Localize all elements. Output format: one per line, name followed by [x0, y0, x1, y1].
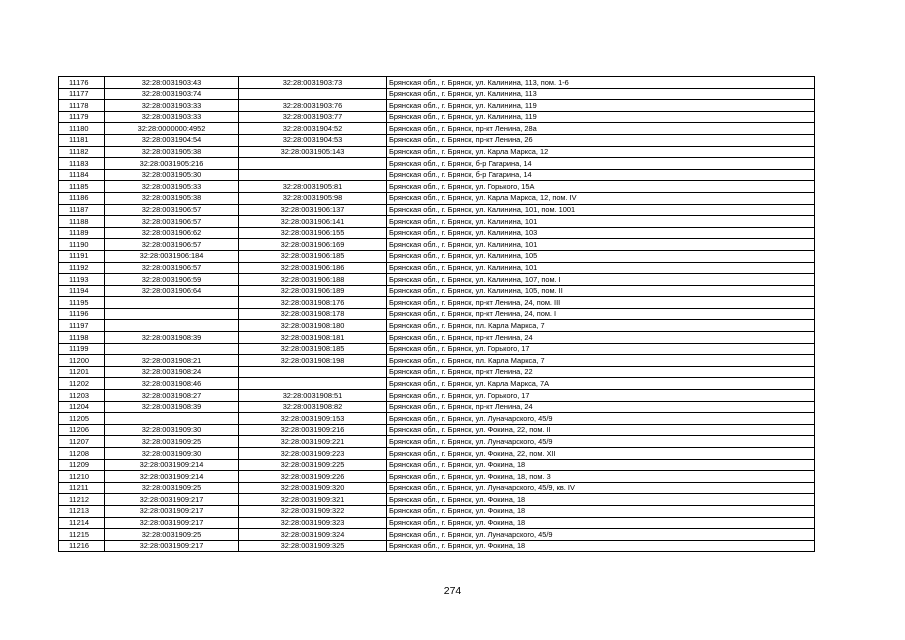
address-cell: Брянская обл., г. Брянск, ул. Калинина, 101: [387, 262, 815, 274]
row-number-cell: 11207: [59, 436, 105, 448]
table-row: [59, 436, 815, 448]
cadastral-number-cell: 32:28:0031906:57: [105, 204, 239, 216]
cadastral-number-cell: 32:28:0031909:217: [105, 517, 239, 529]
cadastral-number-cell: 32:28:0031909:217: [105, 505, 239, 517]
row-number-cell: 11203: [59, 390, 105, 402]
row-number-cell: 11184: [59, 169, 105, 181]
cadastral-number-cell: 32:28:0031905:216: [105, 158, 239, 170]
related-cadastral-number-cell: 32:28:0031909:226: [239, 471, 387, 483]
row-number-cell: 11205: [59, 413, 105, 425]
cadastral-number-cell: 32:28:0031906:184: [105, 250, 239, 262]
related-cadastral-number-cell: 32:28:0031909:321: [239, 494, 387, 506]
table-row: [59, 88, 815, 100]
row-number-cell: 11210: [59, 471, 105, 483]
address-cell: Брянская обл., г. Брянск, б-р Гагарина, 14: [387, 158, 815, 170]
table-row: [59, 77, 815, 89]
table-row: [59, 482, 815, 494]
related-cadastral-number-cell: 32:28:0031905:98: [239, 192, 387, 204]
address-cell: Брянская обл., г. Брянск, ул. Фокина, 22, пом. II: [387, 424, 815, 436]
address-cell: Брянская обл., г. Брянск, пр-кт Ленина, 24, пом. III: [387, 297, 815, 309]
row-number-cell: 11196: [59, 308, 105, 320]
cadastral-number-cell: 32:28:0031903:74: [105, 88, 239, 100]
table-row: [59, 413, 815, 425]
address-cell: Брянская обл., г. Брянск, ул. Горького, 15А: [387, 181, 815, 193]
address-cell: Брянская обл., г. Брянск, пр-кт Ленина, 24: [387, 401, 815, 413]
address-cell: Брянская обл., г. Брянск, ул. Карла Маркса, 12, пом. IV: [387, 192, 815, 204]
cadastral-number-cell: 32:28:0031909:214: [105, 459, 239, 471]
address-cell: Брянская обл., г. Брянск, ул. Калинина, 113, пом. 1-6: [387, 77, 815, 89]
cadastral-number-cell: 32:28:0031909:214: [105, 471, 239, 483]
row-number-cell: 11192: [59, 262, 105, 274]
table-row: [59, 227, 815, 239]
row-number-cell: 11180: [59, 123, 105, 135]
cadastral-number-cell: 32:28:0031905:38: [105, 146, 239, 158]
cadastral-number-cell: 32:28:0031908:39: [105, 401, 239, 413]
row-number-cell: 11185: [59, 181, 105, 193]
table-row: [59, 192, 815, 204]
row-number-cell: 11213: [59, 505, 105, 517]
row-number-cell: 11216: [59, 540, 105, 552]
related-cadastral-number-cell: 32:28:0031906:188: [239, 274, 387, 286]
cadastral-number-cell: 32:28:0031906:57: [105, 262, 239, 274]
cadastral-number-cell: 32:28:0031903:43: [105, 77, 239, 89]
row-number-cell: 11199: [59, 343, 105, 355]
related-cadastral-number-cell: 32:28:0031909:221: [239, 436, 387, 448]
cadastral-number-cell: 32:28:0031906:62: [105, 227, 239, 239]
cadastral-number-cell: [105, 297, 239, 309]
table-row: [59, 134, 815, 146]
related-cadastral-number-cell: 32:28:0031909:216: [239, 424, 387, 436]
row-number-cell: 11206: [59, 424, 105, 436]
related-cadastral-number-cell: 32:28:0031909:322: [239, 505, 387, 517]
related-cadastral-number-cell: 32:28:0031908:180: [239, 320, 387, 332]
cadastral-number-cell: [105, 413, 239, 425]
cadastral-number-cell: 32:28:0031906:57: [105, 216, 239, 228]
related-cadastral-number-cell: 32:28:0031903:77: [239, 111, 387, 123]
related-cadastral-number-cell: 32:28:0031909:320: [239, 482, 387, 494]
cadastral-number-cell: 32:28:0031906:59: [105, 274, 239, 286]
row-number-cell: 11189: [59, 227, 105, 239]
table-row: [59, 204, 815, 216]
address-cell: Брянская обл., г. Брянск, ул. Калинина, 101: [387, 216, 815, 228]
address-cell: Брянская обл., г. Брянск, пл. Карла Маркса, 7: [387, 355, 815, 367]
address-cell: Брянская обл., г. Брянск, пр-кт Ленина, 28а: [387, 123, 815, 135]
row-number-cell: 11193: [59, 274, 105, 286]
table-row: [59, 274, 815, 286]
table-row: [59, 459, 815, 471]
table-row: [59, 401, 815, 413]
cadastral-number-cell: 32:28:0031909:25: [105, 482, 239, 494]
row-number-cell: 11209: [59, 459, 105, 471]
address-cell: Брянская обл., г. Брянск, пр-кт Ленина, 24, пом. I: [387, 308, 815, 320]
cadastral-number-cell: 32:28:0031905:33: [105, 181, 239, 193]
row-number-cell: 11201: [59, 366, 105, 378]
table-row: [59, 355, 815, 367]
address-cell: Брянская обл., г. Брянск, ул. Калинина, 101: [387, 239, 815, 251]
row-number-cell: 11195: [59, 297, 105, 309]
related-cadastral-number-cell: 32:28:0031908:198: [239, 355, 387, 367]
table-row: [59, 308, 815, 320]
table-row: [59, 297, 815, 309]
related-cadastral-number-cell: 32:28:0031908:181: [239, 332, 387, 344]
table-row: [59, 262, 815, 274]
related-cadastral-number-cell: 32:28:0031906:137: [239, 204, 387, 216]
related-cadastral-number-cell: 32:28:0031905:143: [239, 146, 387, 158]
related-cadastral-number-cell: [239, 169, 387, 181]
cadastral-number-cell: 32:28:0031903:33: [105, 111, 239, 123]
cadastral-number-cell: 32:28:0031904:54: [105, 134, 239, 146]
table-row: [59, 505, 815, 517]
address-cell: Брянская обл., г. Брянск, ул. Калинина, 119: [387, 111, 815, 123]
table-row: [59, 250, 815, 262]
related-cadastral-number-cell: [239, 158, 387, 170]
related-cadastral-number-cell: 32:28:0031908:82: [239, 401, 387, 413]
cadastral-number-cell: 32:28:0031908:21: [105, 355, 239, 367]
row-number-cell: 11200: [59, 355, 105, 367]
address-cell: Брянская обл., г. Брянск, пл. Карла Маркса, 7: [387, 320, 815, 332]
table-row: [59, 216, 815, 228]
related-cadastral-number-cell: 32:28:0031908:185: [239, 343, 387, 355]
related-cadastral-number-cell: 32:28:0031906:186: [239, 262, 387, 274]
address-cell: Брянская обл., г. Брянск, б-р Гагарина, 14: [387, 169, 815, 181]
row-number-cell: 11176: [59, 77, 105, 89]
table-row: [59, 378, 815, 390]
related-cadastral-number-cell: 32:28:0031906:155: [239, 227, 387, 239]
table-row: [59, 169, 815, 181]
address-cell: Брянская обл., г. Брянск, ул. Горького, 17: [387, 390, 815, 402]
cadastral-number-cell: 32:28:0031908:39: [105, 332, 239, 344]
row-number-cell: 11212: [59, 494, 105, 506]
table-row: [59, 181, 815, 193]
page-number: 274: [443, 585, 462, 597]
row-number-cell: 11190: [59, 239, 105, 251]
related-cadastral-number-cell: 32:28:0031906:185: [239, 250, 387, 262]
address-cell: Брянская обл., г. Брянск, пр-кт Ленина, 24: [387, 332, 815, 344]
address-cell: Брянская обл., г. Брянск, ул. Калинина, 105: [387, 250, 815, 262]
cadastral-number-cell: 32:28:0031909:30: [105, 448, 239, 460]
table-row: [59, 471, 815, 483]
cadastral-number-cell: 32:28:0031906:57: [105, 239, 239, 251]
related-cadastral-number-cell: 32:28:0031908:51: [239, 390, 387, 402]
address-cell: Брянская обл., г. Брянск, ул. Калинина, 101, пом. 1001: [387, 204, 815, 216]
address-cell: Брянская обл., г. Брянск, ул. Калинина, 103: [387, 227, 815, 239]
table-row: [59, 158, 815, 170]
row-number-cell: 11202: [59, 378, 105, 390]
related-cadastral-number-cell: [239, 366, 387, 378]
table-row: [59, 111, 815, 123]
address-cell: Брянская обл., г. Брянск, ул. Луначарского, 45/9: [387, 413, 815, 425]
row-number-cell: 11177: [59, 88, 105, 100]
row-number-cell: 11215: [59, 529, 105, 541]
cadastral-number-cell: 32:28:0031909:25: [105, 529, 239, 541]
row-number-cell: 11178: [59, 100, 105, 112]
related-cadastral-number-cell: 32:28:0031904:52: [239, 123, 387, 135]
address-cell: Брянская обл., г. Брянск, ул. Карла Маркса, 7А: [387, 378, 815, 390]
row-number-cell: 11194: [59, 285, 105, 297]
row-number-cell: 11187: [59, 204, 105, 216]
address-cell: Брянская обл., г. Брянск, ул. Карла Маркса, 12: [387, 146, 815, 158]
related-cadastral-number-cell: [239, 378, 387, 390]
table-row: [59, 390, 815, 402]
cadastral-number-cell: [105, 308, 239, 320]
table-row: [59, 540, 815, 552]
related-cadastral-number-cell: 32:28:0031906:189: [239, 285, 387, 297]
row-number-cell: 11182: [59, 146, 105, 158]
table-row: [59, 424, 815, 436]
related-cadastral-number-cell: [239, 88, 387, 100]
table-row: [59, 343, 815, 355]
related-cadastral-number-cell: 32:28:0031909:225: [239, 459, 387, 471]
cadastral-number-cell: 32:28:0031909:217: [105, 494, 239, 506]
cadastral-number-cell: 32:28:0031909:217: [105, 540, 239, 552]
table-row: [59, 123, 815, 135]
table-row: [59, 529, 815, 541]
address-cell: Брянская обл., г. Брянск, ул. Калинина, 105, пом. II: [387, 285, 815, 297]
table-row: [59, 100, 815, 112]
related-cadastral-number-cell: 32:28:0031906:141: [239, 216, 387, 228]
address-cell: Брянская обл., г. Брянск, ул. Фокина, 18: [387, 459, 815, 471]
row-number-cell: 11186: [59, 192, 105, 204]
table-row: [59, 320, 815, 332]
cadastral-number-cell: 32:28:0031905:38: [105, 192, 239, 204]
table-row: [59, 285, 815, 297]
row-number-cell: 11191: [59, 250, 105, 262]
cadastral-number-cell: [105, 343, 239, 355]
address-cell: Брянская обл., г. Брянск, ул. Фокина, 18: [387, 517, 815, 529]
related-cadastral-number-cell: 32:28:0031909:223: [239, 448, 387, 460]
row-number-cell: 11188: [59, 216, 105, 228]
related-cadastral-number-cell: 32:28:0031908:176: [239, 297, 387, 309]
address-cell: Брянская обл., г. Брянск, ул. Фокина, 18: [387, 494, 815, 506]
row-number-cell: 11211: [59, 482, 105, 494]
address-cell: Брянская обл., г. Брянск, ул. Горького, 17: [387, 343, 815, 355]
address-cell: Брянская обл., г. Брянск, ул. Фокина, 22, пом. XII: [387, 448, 815, 460]
address-cell: Брянская обл., г. Брянск, ул. Луначарского, 45/9: [387, 436, 815, 448]
address-cell: Брянская обл., г. Брянск, пр-кт Ленина, 22: [387, 366, 815, 378]
address-cell: Брянская обл., г. Брянск, ул. Луначарского, 45/9, кв. IV: [387, 482, 815, 494]
row-number-cell: 11181: [59, 134, 105, 146]
table-row: [59, 332, 815, 344]
related-cadastral-number-cell: 32:28:0031905:81: [239, 181, 387, 193]
table-row: [59, 448, 815, 460]
cadastral-number-cell: 32:28:0031903:33: [105, 100, 239, 112]
table-row: [59, 517, 815, 529]
row-number-cell: 11208: [59, 448, 105, 460]
cadastral-number-cell: 32:28:0031908:46: [105, 378, 239, 390]
address-cell: Брянская обл., г. Брянск, ул. Луначарского, 45/9: [387, 529, 815, 541]
row-number-cell: 11179: [59, 111, 105, 123]
cadastral-number-cell: 32:28:0031905:30: [105, 169, 239, 181]
row-number-cell: 11197: [59, 320, 105, 332]
related-cadastral-number-cell: 32:28:0031908:178: [239, 308, 387, 320]
address-cell: Брянская обл., г. Брянск, ул. Фокина, 18: [387, 505, 815, 517]
related-cadastral-number-cell: 32:28:0031904:53: [239, 134, 387, 146]
table-row: [59, 366, 815, 378]
related-cadastral-number-cell: 32:28:0031903:76: [239, 100, 387, 112]
address-cell: Брянская обл., г. Брянск, ул. Фокина, 18, пом. 3: [387, 471, 815, 483]
related-cadastral-number-cell: 32:28:0031906:169: [239, 239, 387, 251]
cadastral-number-cell: 32:28:0031909:25: [105, 436, 239, 448]
cadastral-number-cell: 32:28:0031909:30: [105, 424, 239, 436]
related-cadastral-number-cell: 32:28:0031909:323: [239, 517, 387, 529]
related-cadastral-number-cell: 32:28:0031909:325: [239, 540, 387, 552]
cadastral-number-cell: 32:28:0031906:64: [105, 285, 239, 297]
row-number-cell: 11183: [59, 158, 105, 170]
cadastral-number-cell: 32:28:0031908:24: [105, 366, 239, 378]
related-cadastral-number-cell: 32:28:0031909:324: [239, 529, 387, 541]
table-row: [59, 239, 815, 251]
row-number-cell: 11214: [59, 517, 105, 529]
related-cadastral-number-cell: 32:28:0031903:73: [239, 77, 387, 89]
records-table-body: [59, 77, 815, 552]
row-number-cell: 11204: [59, 401, 105, 413]
address-cell: Брянская обл., г. Брянск, ул. Калинина, 107, пом. I: [387, 274, 815, 286]
row-number-cell: 11198: [59, 332, 105, 344]
records-table: [58, 76, 815, 552]
table-row: [59, 494, 815, 506]
address-cell: Брянская обл., г. Брянск, ул. Калинина, 113: [387, 88, 815, 100]
cadastral-number-cell: 32:28:0031908:27: [105, 390, 239, 402]
related-cadastral-number-cell: 32:28:0031909:153: [239, 413, 387, 425]
address-cell: Брянская обл., г. Брянск, ул. Фокина, 18: [387, 540, 815, 552]
table-row: [59, 146, 815, 158]
address-cell: Брянская обл., г. Брянск, ул. Калинина, 119: [387, 100, 815, 112]
cadastral-number-cell: 32:28:0000000:4952: [105, 123, 239, 135]
cadastral-number-cell: [105, 320, 239, 332]
address-cell: Брянская обл., г. Брянск, пр-кт Ленина, 26: [387, 134, 815, 146]
